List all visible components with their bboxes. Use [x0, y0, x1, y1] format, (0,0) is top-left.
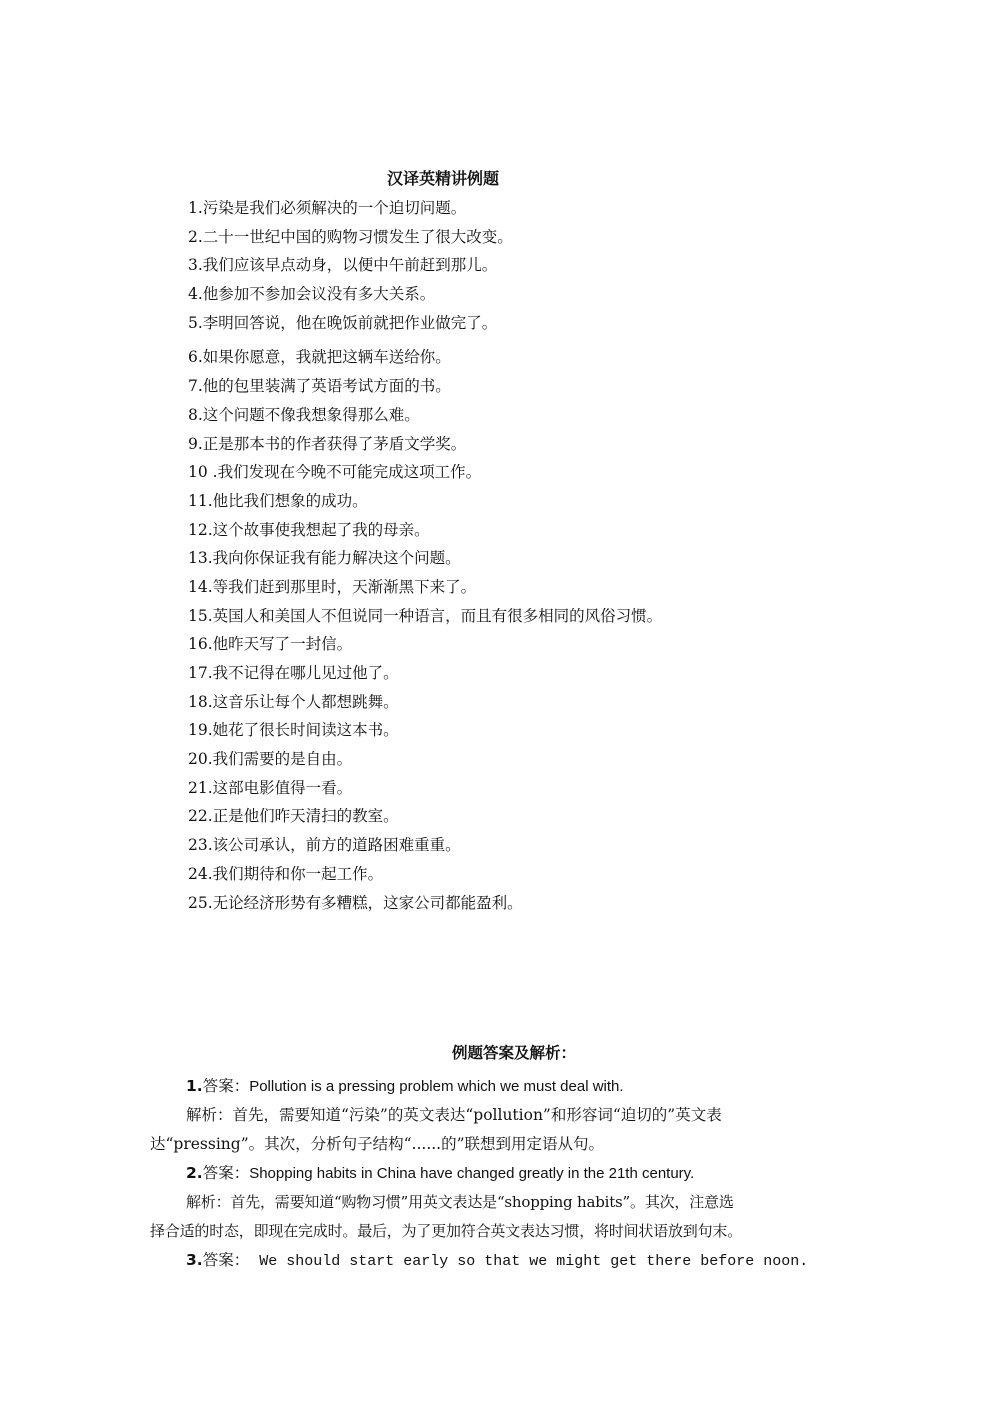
question-item: 16.他昨天写了一封信。 — [188, 635, 353, 654]
question-list — [188, 194, 662, 917]
question-item: 14.等我们赶到那里时，天渐渐黑下来了。 — [188, 577, 477, 596]
question-item: 9.正是那本书的作者获得了茅盾文学奖。 — [188, 434, 467, 453]
question-item: 21.这部电影值得一看。 — [188, 778, 353, 797]
document-title: 汉译英精讲例题 — [386, 169, 499, 188]
question-item: 25.无论经济形势有多糟糕，这家公司都能盈利。 — [188, 893, 523, 912]
question-item: 13.我向你保证我有能力解决这个问题。 — [188, 549, 461, 568]
question-item: 20.我们需要的是自由。 — [188, 750, 353, 769]
analysis-line: 解析：首先，需要知道“购物习惯”用英文表达是“shopping habits”。其次，注意选 — [186, 1193, 734, 1211]
answer-number: 1. — [186, 1077, 203, 1095]
question-item: 24.我们期待和你一起工作。 — [188, 864, 384, 883]
question-item: 7.他的包里装满了英语考试方面的书。 — [188, 377, 451, 396]
analysis-line: 解析：首先，需要知道“污染”的英文表达“pollution”和形容词“迫切的”英文表 — [186, 1106, 722, 1124]
answer-text: Shopping habits in China have changed greatly in the 21th century. — [249, 1165, 695, 1182]
analysis-line: 达“pressing”。其次，分析句子结构“......的”联想到用定语从句。 — [150, 1135, 605, 1153]
question-item: 18.这音乐让每个人都想跳舞。 — [188, 692, 399, 711]
question-item: 2.二十一世纪中国的购物习惯发生了很大改变。 — [188, 227, 513, 246]
answer-label-text: 答案： — [202, 1164, 250, 1182]
question-item: 19.她花了很长时间读这本书。 — [188, 721, 399, 740]
answer-line — [150, 1072, 855, 1101]
answer-number: 2. — [186, 1164, 203, 1182]
answer-text: Pollution is a pressing problem which we must deal with. — [249, 1078, 624, 1095]
question-item: 8.这个问题不像我想象得那么难。 — [188, 405, 420, 424]
question-item: 10 .我们发现在今晚不可能完成这项工作。 — [188, 463, 482, 482]
answer-label-text: 答案： — [202, 1251, 250, 1269]
answer-label — [186, 1164, 249, 1182]
question-item: 11.他比我们想象的成功。 — [188, 491, 368, 510]
question-item: 6.如果你愿意，我就把这辆车送给你。 — [188, 348, 451, 367]
answer-line — [150, 1159, 855, 1188]
question-item: 17.我不记得在哪儿见过他了。 — [188, 664, 399, 682]
answers-title: 例题答案及解析： — [451, 1044, 576, 1062]
question-item: 1.污染是我们必须解决的一个迫切问题。 — [188, 199, 467, 217]
answer-label — [186, 1077, 249, 1095]
answer-number: 3. — [186, 1251, 203, 1269]
answers-section — [150, 1072, 855, 1275]
answer-line — [150, 1246, 855, 1275]
answer-label-text: 答案： — [202, 1077, 250, 1095]
analysis-line: 择合适的时态，即现在完成时。最后，为了更加符合英文表达习惯，将时间状语放到句末。 — [150, 1222, 743, 1240]
question-item: 22.正是他们昨天清扫的教室。 — [188, 807, 399, 826]
question-item: 4.他参加不参加会议没有多大关系。 — [188, 285, 436, 304]
answer-text: We should start early so that we might get there before noon. — [259, 1253, 809, 1270]
question-item: 3.我们应该早点动身，以便中午前赶到那儿。 — [188, 256, 498, 275]
question-item: 15.英国人和美国人不但说同一种语言，而且有很多相同的风俗习惯。 — [188, 606, 663, 625]
question-item: 12.这个故事使我想起了我的母亲。 — [188, 520, 430, 539]
question-item: 5.李明回答说，他在晚饭前就把作业做完了。 — [188, 313, 498, 332]
answer-label — [186, 1251, 249, 1269]
question-item: 23.该公司承认，前方的道路困难重重。 — [188, 836, 461, 855]
